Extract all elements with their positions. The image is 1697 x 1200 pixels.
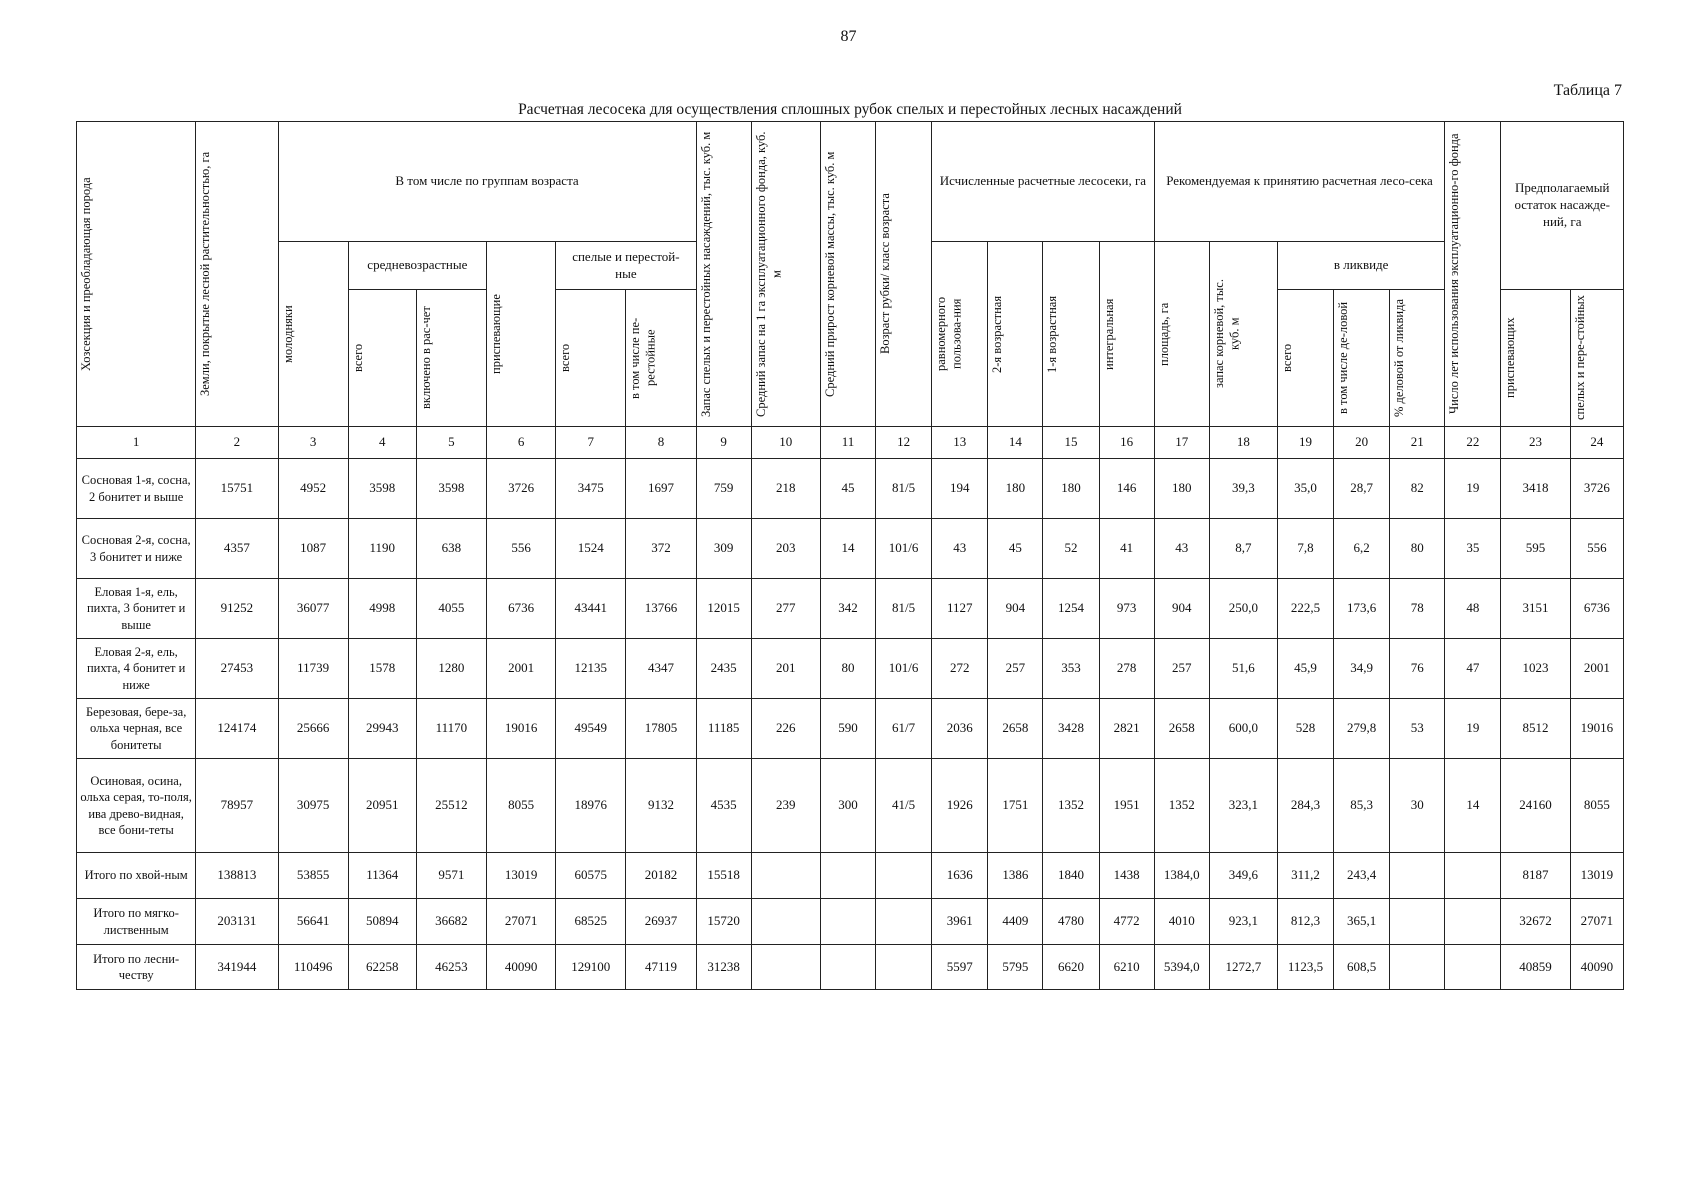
table-cell: 323,1 xyxy=(1209,759,1277,853)
table-cell: 556 xyxy=(487,519,556,579)
table-cell: 28,7 xyxy=(1334,459,1390,519)
table-cell: 1280 xyxy=(416,639,486,699)
column-number-cell: 17 xyxy=(1154,427,1209,459)
table-cell: 257 xyxy=(1154,639,1209,699)
table-label: Таблица 7 xyxy=(1553,82,1622,99)
table-cell: 2001 xyxy=(1570,639,1623,699)
table-cell: 812,3 xyxy=(1277,899,1333,945)
header-col-8: в том числе пе-рестойные xyxy=(626,290,696,427)
table-cell: 3428 xyxy=(1043,699,1099,759)
table-cell: 8512 xyxy=(1501,699,1570,759)
column-number-cell: 5 xyxy=(416,427,486,459)
table-cell: 29943 xyxy=(348,699,416,759)
table-cell: 11739 xyxy=(278,639,348,699)
table-cell xyxy=(751,853,820,899)
table-cell: 1951 xyxy=(1099,759,1154,853)
table-cell: 279,8 xyxy=(1334,699,1390,759)
forest-cutting-table xyxy=(76,121,1624,990)
table-cell: 3961 xyxy=(932,899,988,945)
table-cell xyxy=(1390,899,1445,945)
table-cell: 52 xyxy=(1043,519,1099,579)
table-cell: 32672 xyxy=(1501,899,1570,945)
table-cell: 46253 xyxy=(416,945,486,990)
table-cell: 608,5 xyxy=(1334,945,1390,990)
table-cell: 3726 xyxy=(1570,459,1623,519)
table-cell: 3475 xyxy=(556,459,626,519)
table-cell: 43 xyxy=(932,519,988,579)
table-cell: 2658 xyxy=(1154,699,1209,759)
table-cell: 4952 xyxy=(278,459,348,519)
table-cell: 372 xyxy=(626,519,696,579)
table-cell xyxy=(1445,899,1501,945)
table-cell: 24160 xyxy=(1501,759,1570,853)
table-cell: 39,3 xyxy=(1209,459,1277,519)
table-cell: 342 xyxy=(820,579,875,639)
table-cell: 53855 xyxy=(278,853,348,899)
table-cell: 68525 xyxy=(556,899,626,945)
table-cell: 35 xyxy=(1445,519,1501,579)
table-cell: 35,0 xyxy=(1277,459,1333,519)
column-number-cell: 7 xyxy=(556,427,626,459)
header-col-13: равномерного пользова-ния xyxy=(932,242,988,427)
column-number-cell: 23 xyxy=(1501,427,1570,459)
table-cell: 3598 xyxy=(416,459,486,519)
header-col-12: Возраст рубки/ класс возраста xyxy=(876,122,932,427)
table-row xyxy=(77,519,1624,579)
table-row xyxy=(77,699,1624,759)
table-cell: 41 xyxy=(1099,519,1154,579)
table-cell: 1190 xyxy=(348,519,416,579)
table-cell: 20951 xyxy=(348,759,416,853)
table-cell: 1524 xyxy=(556,519,626,579)
table-cell: 1926 xyxy=(932,759,988,853)
table-cell: 18976 xyxy=(556,759,626,853)
table-cell: 78957 xyxy=(196,759,278,853)
column-number-cell: 9 xyxy=(696,427,751,459)
table-cell: 349,6 xyxy=(1209,853,1277,899)
column-number-cell: 8 xyxy=(626,427,696,459)
table-cell: 11185 xyxy=(696,699,751,759)
table-cell: 6736 xyxy=(1570,579,1623,639)
table-cell: 2821 xyxy=(1099,699,1154,759)
table-cell: 27071 xyxy=(487,899,556,945)
table-cell: 600,0 xyxy=(1209,699,1277,759)
table-cell: 129100 xyxy=(556,945,626,990)
table-cell xyxy=(751,945,820,990)
table-cell: 76 xyxy=(1390,639,1445,699)
table-cell: 41/5 xyxy=(876,759,932,853)
table-cell: 973 xyxy=(1099,579,1154,639)
table-cell: 20182 xyxy=(626,853,696,899)
header-col-15: 1-я возрастная xyxy=(1043,242,1099,427)
table-cell: 19016 xyxy=(487,699,556,759)
table-cell: 595 xyxy=(1501,519,1570,579)
table-cell: 203131 xyxy=(196,899,278,945)
table-cell: 1697 xyxy=(626,459,696,519)
table-cell: 904 xyxy=(988,579,1043,639)
table-cell: 590 xyxy=(820,699,875,759)
table-cell: 25512 xyxy=(416,759,486,853)
header-col-24: спелых и пере-стойных xyxy=(1570,290,1623,427)
table-cell: 19 xyxy=(1445,459,1501,519)
header-col-3: молодняки xyxy=(278,242,348,427)
table-cell: 3726 xyxy=(487,459,556,519)
table-cell: 27071 xyxy=(1570,899,1623,945)
table-cell: 26937 xyxy=(626,899,696,945)
table-cell: 13019 xyxy=(487,853,556,899)
table-cell: 17805 xyxy=(626,699,696,759)
table-cell: 85,3 xyxy=(1334,759,1390,853)
table-cell: 638 xyxy=(416,519,486,579)
table-cell: 27453 xyxy=(196,639,278,699)
table-cell: 49549 xyxy=(556,699,626,759)
header-calculated-areas: Исчисленные расчетные лесосеки, га xyxy=(932,122,1155,242)
table-cell: 101/6 xyxy=(876,519,932,579)
table-cell: 3151 xyxy=(1501,579,1570,639)
table-cell: 8,7 xyxy=(1209,519,1277,579)
row-label-cell: Сосновая 2-я, сосна, 3 бонитет и ниже xyxy=(77,519,196,579)
table-cell: 218 xyxy=(751,459,820,519)
header-col-4: всего xyxy=(348,290,416,427)
table-cell: 40090 xyxy=(487,945,556,990)
column-number-cell: 19 xyxy=(1277,427,1333,459)
header-col-6: приспевающие xyxy=(487,242,556,427)
table-cell: 2036 xyxy=(932,699,988,759)
table-cell: 278 xyxy=(1099,639,1154,699)
table-cell xyxy=(820,899,875,945)
table-cell: 45,9 xyxy=(1277,639,1333,699)
header-col-19: всего xyxy=(1277,290,1333,427)
table-cell: 12135 xyxy=(556,639,626,699)
header-col-23: приспевающих xyxy=(1501,290,1570,427)
table-row xyxy=(77,945,1624,990)
table-cell: 6620 xyxy=(1043,945,1099,990)
table-cell: 80 xyxy=(820,639,875,699)
column-number-cell: 15 xyxy=(1043,427,1099,459)
table-row xyxy=(77,579,1624,639)
table-cell: 353 xyxy=(1043,639,1099,699)
header-col-14: 2-я возрастная xyxy=(988,242,1043,427)
table-cell: 180 xyxy=(988,459,1043,519)
header-col-20: в том числе де-ловой xyxy=(1334,290,1390,427)
header-col-5: включено в рас-чет xyxy=(416,290,486,427)
table-cell: 923,1 xyxy=(1209,899,1277,945)
header-in-liquid: в ликвиде xyxy=(1277,242,1444,290)
table-cell: 91252 xyxy=(196,579,278,639)
table-cell: 47119 xyxy=(626,945,696,990)
table-cell: 1386 xyxy=(988,853,1043,899)
table-cell: 4998 xyxy=(348,579,416,639)
table-cell: 2001 xyxy=(487,639,556,699)
table-cell: 146 xyxy=(1099,459,1154,519)
table-cell: 1352 xyxy=(1154,759,1209,853)
table-cell: 222,5 xyxy=(1277,579,1333,639)
table-cell: 11170 xyxy=(416,699,486,759)
table-cell: 81/5 xyxy=(876,459,932,519)
table-cell: 30 xyxy=(1390,759,1445,853)
table-cell: 904 xyxy=(1154,579,1209,639)
table-cell: 48 xyxy=(1445,579,1501,639)
table-cell: 45 xyxy=(988,519,1043,579)
table-cell: 1023 xyxy=(1501,639,1570,699)
table-cell: 5795 xyxy=(988,945,1043,990)
table-cell: 13766 xyxy=(626,579,696,639)
column-number-cell: 3 xyxy=(278,427,348,459)
table-cell: 1578 xyxy=(348,639,416,699)
table-cell: 43 xyxy=(1154,519,1209,579)
table-cell: 226 xyxy=(751,699,820,759)
header-col-1: Хозсекция и преобладающая порода xyxy=(77,122,196,427)
column-number-cell: 12 xyxy=(876,427,932,459)
table-cell: 1751 xyxy=(988,759,1043,853)
header-age-groups: В том числе по группам возраста xyxy=(278,122,696,242)
header-col-9: Запас спелых и перестойных насаждений, тыс. куб. м xyxy=(696,122,751,427)
table-cell: 1087 xyxy=(278,519,348,579)
column-number-cell: 1 xyxy=(77,427,196,459)
table-cell: 36077 xyxy=(278,579,348,639)
row-label-cell: Сосновая 1-я, сосна, 2 бонитет и выше xyxy=(77,459,196,519)
column-number-cell: 6 xyxy=(487,427,556,459)
table-cell: 6,2 xyxy=(1334,519,1390,579)
row-label-cell: Итого по лесни-честву xyxy=(77,945,196,990)
table-cell: 759 xyxy=(696,459,751,519)
table-cell: 300 xyxy=(820,759,875,853)
table-cell: 4780 xyxy=(1043,899,1099,945)
column-number-cell: 13 xyxy=(932,427,988,459)
header-recommended-area: Рекомендуемая к принятию расчетная лесо-сека xyxy=(1154,122,1445,242)
header-col-21: % деловой от ликвида xyxy=(1390,290,1445,427)
table-cell: 61/7 xyxy=(876,699,932,759)
table-cell: 19 xyxy=(1445,699,1501,759)
row-label-cell: Березовая, бере-за, ольха черная, все бонитеты xyxy=(77,699,196,759)
table-cell: 203 xyxy=(751,519,820,579)
table-cell: 3418 xyxy=(1501,459,1570,519)
header-middle-aged: средневозрастные xyxy=(348,242,486,290)
table-cell: 62258 xyxy=(348,945,416,990)
table-cell: 110496 xyxy=(278,945,348,990)
column-number-cell: 11 xyxy=(820,427,875,459)
table-cell: 34,9 xyxy=(1334,639,1390,699)
table-cell: 4535 xyxy=(696,759,751,853)
table-row xyxy=(77,459,1624,519)
table-cell: 1384,0 xyxy=(1154,853,1209,899)
table-cell xyxy=(820,945,875,990)
table-cell: 82 xyxy=(1390,459,1445,519)
header-col-17: площадь, га xyxy=(1154,242,1209,427)
table-cell: 78 xyxy=(1390,579,1445,639)
table-cell xyxy=(876,945,932,990)
table-cell: 365,1 xyxy=(1334,899,1390,945)
table-cell: 9132 xyxy=(626,759,696,853)
header-col-7: всего xyxy=(556,290,626,427)
table-cell: 1636 xyxy=(932,853,988,899)
column-number-cell: 16 xyxy=(1099,427,1154,459)
table-cell: 15518 xyxy=(696,853,751,899)
table-cell: 1352 xyxy=(1043,759,1099,853)
header-col-2: Земли, покрытые лесной растительностью, га xyxy=(196,122,278,427)
table-cell: 556 xyxy=(1570,519,1623,579)
table-cell: 4055 xyxy=(416,579,486,639)
column-number-cell: 10 xyxy=(751,427,820,459)
table-cell: 47 xyxy=(1445,639,1501,699)
table-cell: 5597 xyxy=(932,945,988,990)
table-cell: 341944 xyxy=(196,945,278,990)
table-cell: 180 xyxy=(1154,459,1209,519)
table-cell: 8055 xyxy=(1570,759,1623,853)
table-row xyxy=(77,759,1624,853)
table-cell xyxy=(876,899,932,945)
page-number: 87 xyxy=(840,28,857,45)
column-number-cell: 4 xyxy=(348,427,416,459)
column-number-cell: 22 xyxy=(1445,427,1501,459)
table-cell: 40090 xyxy=(1570,945,1623,990)
table-cell: 194 xyxy=(932,459,988,519)
table-cell: 1840 xyxy=(1043,853,1099,899)
table-cell: 80 xyxy=(1390,519,1445,579)
table-cell: 257 xyxy=(988,639,1043,699)
table-cell: 243,4 xyxy=(1334,853,1390,899)
table-cell: 30975 xyxy=(278,759,348,853)
table-cell xyxy=(1445,853,1501,899)
table-cell: 9571 xyxy=(416,853,486,899)
table-cell: 528 xyxy=(1277,699,1333,759)
column-number-cell: 14 xyxy=(988,427,1043,459)
table-cell xyxy=(1390,945,1445,990)
column-number-row xyxy=(77,427,1624,459)
table-cell: 284,3 xyxy=(1277,759,1333,853)
header-ripe-overmature: спелые и перестой-ные xyxy=(556,242,696,290)
table-cell: 277 xyxy=(751,579,820,639)
table-cell: 8187 xyxy=(1501,853,1570,899)
table-cell: 4357 xyxy=(196,519,278,579)
header-col-18: запас корневой, тыс. куб. м xyxy=(1209,242,1277,427)
table-cell: 36682 xyxy=(416,899,486,945)
table-row xyxy=(77,853,1624,899)
table-row xyxy=(77,639,1624,699)
row-label-cell: Осиновая, осина, ольха серая, то-поля, ива древо-видная, все бони-теты xyxy=(77,759,196,853)
table-row xyxy=(77,899,1624,945)
table-cell: 53 xyxy=(1390,699,1445,759)
row-label-cell: Еловая 2-я, ель, пихта, 4 бонитет и ниже xyxy=(77,639,196,699)
table-cell: 14 xyxy=(820,519,875,579)
column-number-cell: 20 xyxy=(1334,427,1390,459)
table-cell: 25666 xyxy=(278,699,348,759)
row-label-cell: Еловая 1-я, ель, пихта, 3 бонитет и выше xyxy=(77,579,196,639)
table-cell: 1123,5 xyxy=(1277,945,1333,990)
header-col-22: Число лет использования эксплуатационно-го фонда xyxy=(1445,122,1501,427)
table-cell: 45 xyxy=(820,459,875,519)
column-number-cell: 2 xyxy=(196,427,278,459)
table-caption: Расчетная лесосека для осуществления сплошных рубок спелых и перестойных лесных насаждений xyxy=(518,101,1182,118)
table-cell: 309 xyxy=(696,519,751,579)
table-cell xyxy=(820,853,875,899)
header-col-16: интегральная xyxy=(1099,242,1154,427)
table-cell: 2658 xyxy=(988,699,1043,759)
table-cell: 201 xyxy=(751,639,820,699)
column-number-cell: 21 xyxy=(1390,427,1445,459)
table-cell: 5394,0 xyxy=(1154,945,1209,990)
table-cell: 60575 xyxy=(556,853,626,899)
header-col-11: Средний прирост корневой массы, тыс. куб. м xyxy=(820,122,875,427)
table-cell: 8055 xyxy=(487,759,556,853)
table-cell: 239 xyxy=(751,759,820,853)
table-cell: 4347 xyxy=(626,639,696,699)
table-cell: 12015 xyxy=(696,579,751,639)
table-cell: 40859 xyxy=(1501,945,1570,990)
table-cell: 15720 xyxy=(696,899,751,945)
table-cell: 6210 xyxy=(1099,945,1154,990)
table-cell: 7,8 xyxy=(1277,519,1333,579)
table-cell: 101/6 xyxy=(876,639,932,699)
table-cell xyxy=(751,899,820,945)
table-cell: 14 xyxy=(1445,759,1501,853)
table-cell: 4772 xyxy=(1099,899,1154,945)
column-number-cell: 24 xyxy=(1570,427,1623,459)
table-cell: 1127 xyxy=(932,579,988,639)
table-cell xyxy=(1390,853,1445,899)
table-cell: 56641 xyxy=(278,899,348,945)
table-cell: 13019 xyxy=(1570,853,1623,899)
row-label-cell: Итого по хвой-ным xyxy=(77,853,196,899)
table-cell: 50894 xyxy=(348,899,416,945)
table-cell: 19016 xyxy=(1570,699,1623,759)
table-cell: 81/5 xyxy=(876,579,932,639)
table-cell: 11364 xyxy=(348,853,416,899)
table-cell: 31238 xyxy=(696,945,751,990)
table-cell: 6736 xyxy=(487,579,556,639)
table-cell: 2435 xyxy=(696,639,751,699)
table-cell: 43441 xyxy=(556,579,626,639)
table-cell: 1438 xyxy=(1099,853,1154,899)
table-cell: 15751 xyxy=(196,459,278,519)
table-cell: 272 xyxy=(932,639,988,699)
table-cell: 1272,7 xyxy=(1209,945,1277,990)
table-cell: 250,0 xyxy=(1209,579,1277,639)
table-cell: 4409 xyxy=(988,899,1043,945)
table-cell: 138813 xyxy=(196,853,278,899)
table-cell: 4010 xyxy=(1154,899,1209,945)
row-label-cell: Итого по мягко-лиственным xyxy=(77,899,196,945)
table-cell: 311,2 xyxy=(1277,853,1333,899)
column-number-cell: 18 xyxy=(1209,427,1277,459)
table-cell: 173,6 xyxy=(1334,579,1390,639)
table-cell: 180 xyxy=(1043,459,1099,519)
table-cell: 51,6 xyxy=(1209,639,1277,699)
table-cell: 124174 xyxy=(196,699,278,759)
table-cell: 3598 xyxy=(348,459,416,519)
table-cell xyxy=(876,853,932,899)
header-col-10: Средний запас на 1 га эксплуатационного фонда, куб. м xyxy=(751,122,820,427)
table-cell xyxy=(1445,945,1501,990)
table-cell: 1254 xyxy=(1043,579,1099,639)
header-remaining-stands: Предполагаемый остаток насажде-ний, га xyxy=(1501,122,1624,290)
